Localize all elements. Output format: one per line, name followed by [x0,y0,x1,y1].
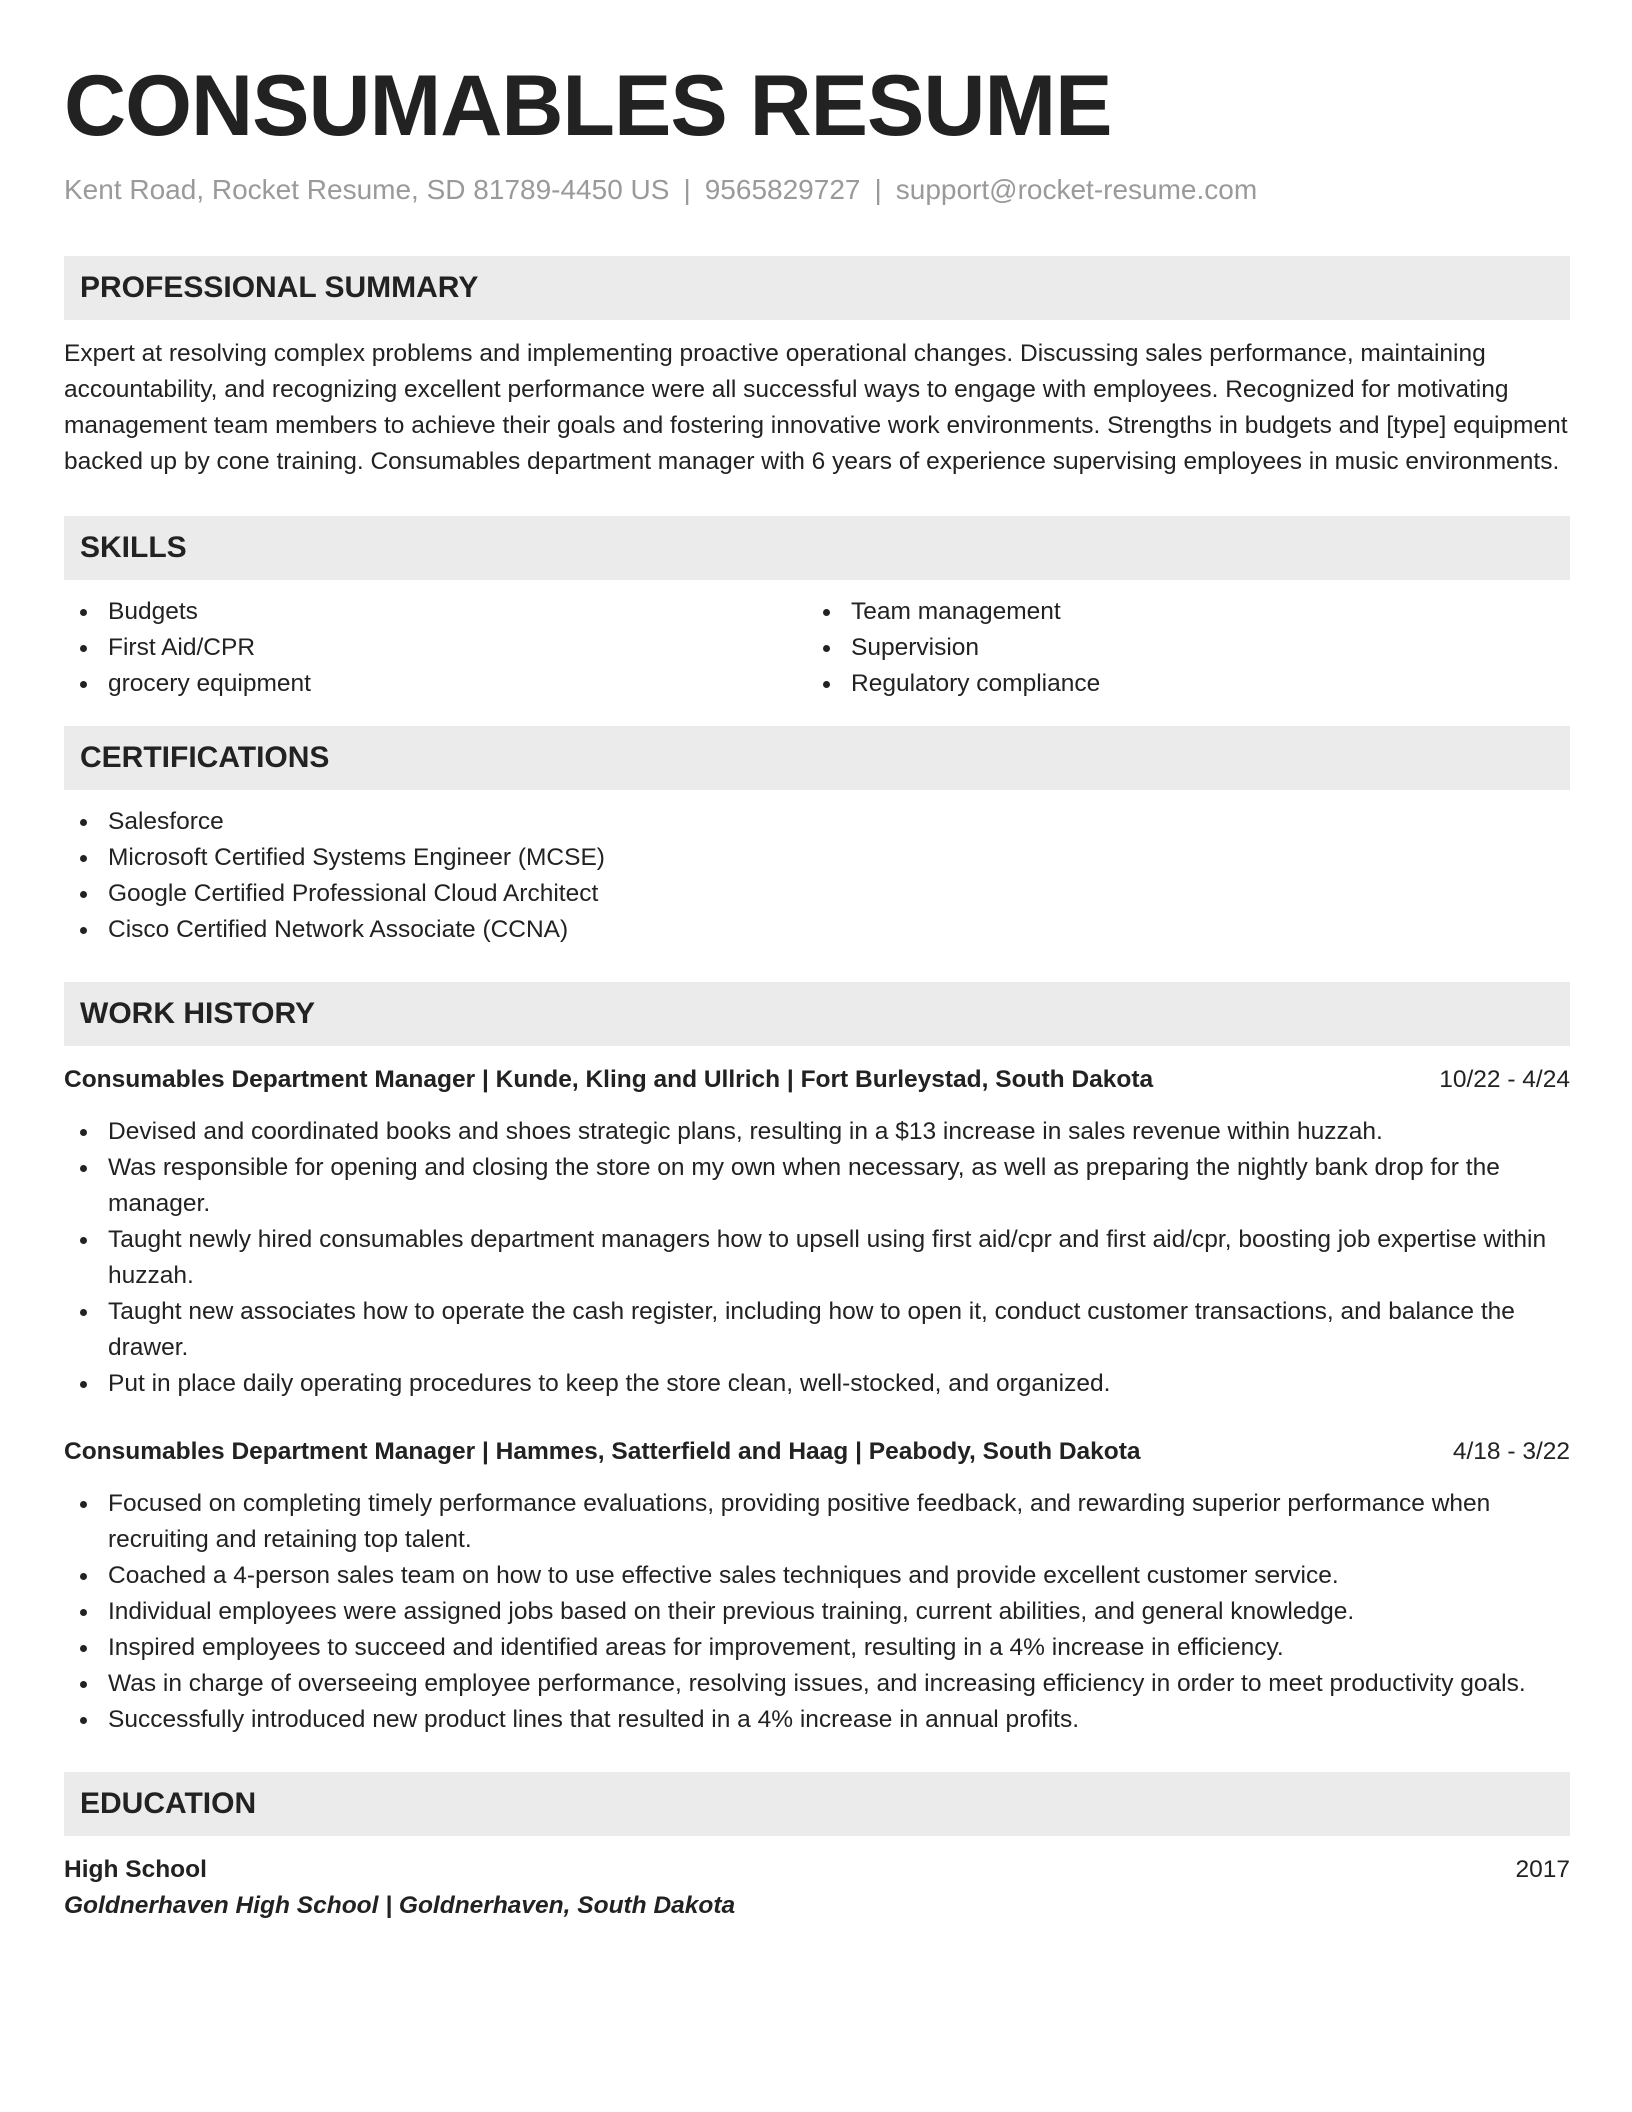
skill-item: Team management [807,594,1550,630]
job-bullets [64,1114,1570,1402]
skill-item: Supervision [807,630,1550,666]
job-entry [64,1434,1570,1738]
section-header-skills: SKILLS [64,516,1570,580]
resume-title: CONSUMABLES RESUME [64,58,1112,154]
certifications-list [64,804,1570,948]
section-header-certifications: CERTIFICATIONS [64,726,1570,790]
skills-list-left [64,594,807,702]
job-bullet: Was in charge of overseeing employee performance, resolving issues, and increasing efficiency in order to meet productivity goals. [64,1666,1570,1702]
job-bullet: Inspired employees to succeed and identified areas for improvement, resulting in a 4% increase in efficiency. [64,1630,1570,1666]
contact-phone: 9565829727 [704,174,861,205]
job-heading: Consumables Department Manager | Hammes, Satterfield and Haag | Peabody, South Dakota [64,1438,1141,1465]
job-bullet: Individual employees were assigned jobs based on their previous training, current abilities, and general knowledge. [64,1594,1570,1630]
job-dates: 10/22 - 4/24 [1439,1066,1570,1093]
skill-item: First Aid/CPR [64,630,807,666]
skill-item: Regulatory compliance [807,666,1550,702]
skills-grid [64,594,1570,702]
job-bullet: Successfully introduced new product lines that resulted in a 4% increase in annual profits. [64,1702,1570,1738]
job-bullet: Focused on completing timely performance evaluations, providing positive feedback, and rewarding superior performance when recruiting and retaining top talent. [64,1486,1570,1558]
job-dates: 4/18 - 3/22 [1452,1438,1570,1465]
contact-separator: | [683,174,691,205]
section-header-education: EDUCATION [64,1772,1570,1836]
education-degree: High School [64,1856,207,1883]
skills-column-right [807,594,1550,702]
job-header [64,1062,1570,1098]
job-bullet: Taught newly hired consumables department managers how to upsell using first aid/cpr and first aid/cpr, boosting job expertise within huzzah. [64,1222,1570,1294]
summary-text: Expert at resolving complex problems and implementing proactive operational changes. Discussing sales performance, maintaining accountability, and recognizing excellent performance were all successful ways to engage with employees. Recognized for motivating management team members to achieve their goals and fostering innovative work environments. Strengths in budgets and [type] equipment backed up by cone training. Consumables department manager with 6 years of experience supervising employees in music environments. [64,340,1568,475]
contact-line [64,172,1570,208]
job-entry [64,1062,1570,1402]
contact-email: support@rocket-resume.com [895,174,1258,205]
education-year: 2017 [1515,1856,1570,1883]
job-header [64,1434,1570,1470]
certification-item: Cisco Certified Network Associate (CCNA) [64,912,1570,948]
skill-item: grocery equipment [64,666,807,702]
contact-address: Kent Road, Rocket Resume, SD 81789-4450 US [64,174,670,205]
education-school: Goldnerhaven High School | Goldnerhaven, South Dakota [64,1892,736,1919]
job-heading: Consumables Department Manager | Kunde, Kling and Ullrich | Fort Burleystad, South Dakota [64,1066,1154,1093]
certification-item: Google Certified Professional Cloud Architect [64,876,1570,912]
skills-list-right [807,594,1550,702]
section-header-summary: PROFESSIONAL SUMMARY [64,256,1570,320]
job-bullet: Put in place daily operating procedures to keep the store clean, well-stocked, and organized. [64,1366,1570,1402]
education-header [64,1852,1570,1888]
certification-item: Salesforce [64,804,1570,840]
resume-page [64,56,1570,1924]
skill-item: Budgets [64,594,807,630]
job-bullets [64,1486,1570,1738]
contact-separator: | [874,174,882,205]
job-bullet: Devised and coordinated books and shoes strategic plans, resulting in a $13 increase in sales revenue within huzzah. [64,1114,1570,1150]
job-bullet: Was responsible for opening and closing the store on my own when necessary, as well as preparing the nightly bank drop for the manager. [64,1150,1570,1222]
job-bullet: Coached a 4-person sales team on how to use effective sales techniques and provide excellent customer service. [64,1558,1570,1594]
education-entry [64,1852,1570,1924]
skills-column-left [64,594,807,702]
job-bullet: Taught new associates how to operate the cash register, including how to open it, conduct customer transactions, and balance the drawer. [64,1294,1570,1366]
certification-item: Microsoft Certified Systems Engineer (MCSE) [64,840,1570,876]
section-header-work-history: WORK HISTORY [64,982,1570,1046]
